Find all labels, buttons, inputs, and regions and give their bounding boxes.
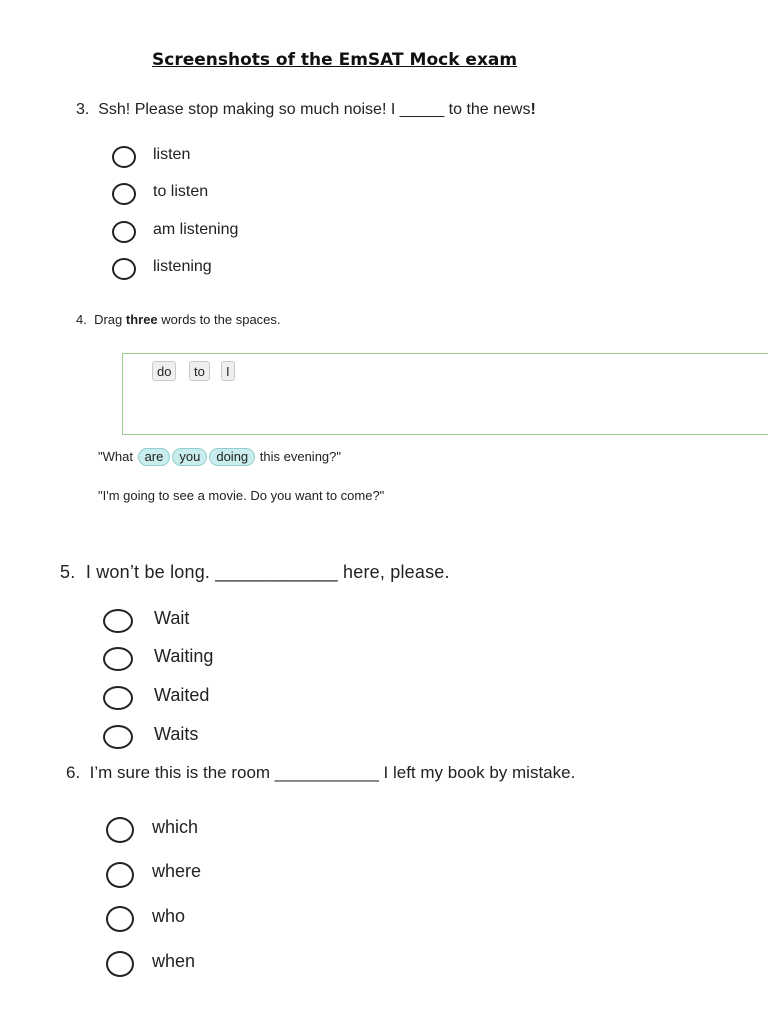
question-6-number: 6. bbox=[66, 763, 81, 782]
word-chip-to[interactable]: to bbox=[189, 361, 210, 381]
q4-sentence bbox=[98, 448, 341, 466]
filled-word-doing[interactable]: doing bbox=[209, 448, 255, 466]
radio-q3-option-1[interactable] bbox=[112, 146, 136, 168]
q5-option-3-label: Waited bbox=[154, 685, 210, 705]
radio-q3-option-4[interactable] bbox=[112, 258, 136, 280]
question-3-number: 3. bbox=[76, 101, 90, 118]
word-chip-i[interactable]: I bbox=[221, 361, 235, 381]
radio-q6-option-1[interactable] bbox=[106, 817, 134, 843]
radio-q3-option-3[interactable] bbox=[112, 221, 136, 243]
radio-q3-option-2[interactable] bbox=[112, 183, 136, 205]
question-4-prompt bbox=[76, 312, 281, 327]
word-bank-area[interactable] bbox=[122, 353, 768, 435]
radio-q5-option-2[interactable] bbox=[103, 647, 133, 671]
q4-reply: "I'm going to see a movie. Do you want to come?" bbox=[98, 488, 385, 503]
q6-option-2-label: where bbox=[152, 861, 202, 881]
q4-sentence-start: "What bbox=[98, 449, 137, 464]
q6-option-4-label: when bbox=[152, 951, 196, 971]
question-3-prompt bbox=[76, 101, 536, 119]
q4-sentence-end: this evening?" bbox=[256, 449, 341, 464]
radio-q5-option-4[interactable] bbox=[103, 725, 133, 749]
question-4-number: 4. bbox=[76, 312, 87, 327]
q6-option-1-label: which bbox=[152, 817, 199, 837]
q3-option-2-label: to listen bbox=[153, 183, 209, 200]
q3-option-1-label: listen bbox=[153, 146, 191, 163]
q3-option-3-label: am listening bbox=[153, 221, 239, 238]
q3-option-4-label: listening bbox=[153, 258, 212, 275]
q6-option-3-label: who bbox=[152, 906, 186, 926]
question-5-prompt bbox=[60, 562, 450, 583]
question-3-text-bold: ! bbox=[530, 101, 536, 118]
word-chip-do[interactable]: do bbox=[152, 361, 176, 381]
radio-q6-option-3[interactable] bbox=[106, 906, 134, 932]
q5-option-1-label: Wait bbox=[154, 608, 190, 628]
question-5-number: 5. bbox=[60, 562, 76, 582]
filled-word-you[interactable]: you bbox=[172, 448, 207, 466]
radio-q6-option-2[interactable] bbox=[106, 862, 134, 888]
question-6-prompt bbox=[66, 763, 575, 783]
q5-option-2-label: Waiting bbox=[154, 646, 214, 666]
question-3-text: Ssh! Please stop making so much noise! I _____ to the news bbox=[98, 101, 531, 118]
radio-q5-option-3[interactable] bbox=[103, 686, 133, 710]
radio-q5-option-1[interactable] bbox=[103, 609, 133, 633]
question-5-text: I won’t be long. ____________ here, please. bbox=[85, 562, 450, 582]
question-4-text-end: words to the spaces. bbox=[157, 312, 281, 327]
question-4-text-start: Drag bbox=[94, 312, 126, 327]
radio-q6-option-4[interactable] bbox=[106, 951, 134, 977]
filled-word-are[interactable]: are bbox=[138, 448, 171, 466]
q5-option-4-label: Waits bbox=[154, 724, 199, 744]
question-4-text-bold: three bbox=[125, 312, 158, 327]
question-6-text: I’m sure this is the room ___________ I left my book by mistake. bbox=[89, 763, 576, 782]
page-title: Screenshots of the EmSAT Mock exam bbox=[152, 50, 518, 70]
